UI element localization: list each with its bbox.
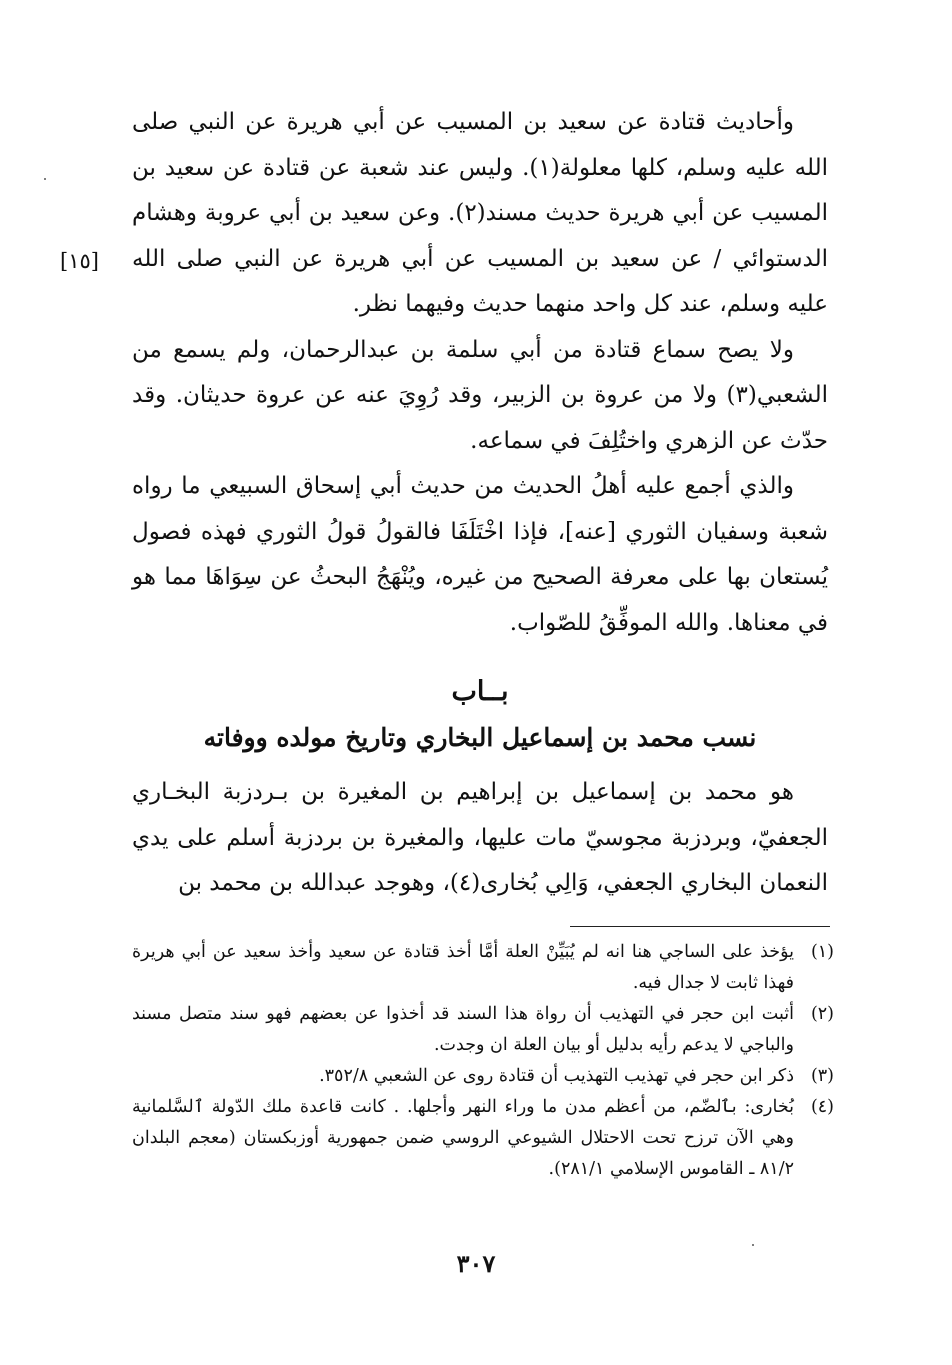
footnote-separator (570, 926, 830, 927)
main-text-block (132, 100, 828, 646)
paragraph-abu-ishaq: والذي أجمع عليه أهلُ الحديث من حديث أبي إسحاق السبيعي ما رواه شعبة وسفيان الثوري [عنه]، فإذا اخْتَلَفَا فالقولُ قولُ الثوري فهذه فصول يُستعان بها على معرفة الصحيح من غيره، ويُنْهَجُ البحثُ عن سِوَاهَا مما هو في معناها. والله الموفِّقُ للصّواب. (132, 473, 828, 636)
chapter-title: نسب محمد بن إسماعيل البخاري وتاريخ مولده ووفاته (203, 723, 757, 752)
footnote-text: أثبت ابن حجر في التهذيب أن رواة هذا السند قد أخذوا عن بعضهم فهو سند متصل مسند والباجي لا يدعم رأيه بدليل أو بيان العلة ان وجدت. (132, 1004, 794, 1055)
footnote-number: (٤) (810, 1097, 834, 1117)
footnote-4 (132, 1092, 834, 1185)
footnote-2 (132, 999, 834, 1061)
scan-speck (44, 178, 46, 180)
page-number: ٣٠٧ (456, 1249, 496, 1278)
scan-speck (752, 1244, 754, 1246)
footnote-3 (132, 1061, 834, 1092)
chapter-label: بــاب (451, 676, 509, 707)
chapter-text-block (132, 770, 828, 907)
paragraph-bukhari-lineage: هو محمد بن إسماعيل بن إبراهيم بن المغيرة بن بـردزبة البخـاري الجعفيّ، وبردزبة مجوسيّ مات عليها، والمغيرة بن بردزبة أسلم على يدي النعمان البخاري الجعفي، وَالِي بُخارى(٤)، وهوجد عبدالله بن محمد بن (132, 779, 828, 896)
footnote-1 (132, 937, 834, 999)
footnote-text: يؤخذ على الساجي هنا انه لم يُبَيِّنْ العلة أمَّا أخذ قتادة عن سعيد وأخذ سعيد عن أبي هريرة فهذا ثابت لا جدال فيه. (132, 942, 794, 993)
footnote-number: (٢) (810, 1004, 834, 1024)
paragraph-qatada-hadith: وأحاديث قتادة عن سعيد بن المسيب عن أبي هريرة عن النبي صلى الله عليه وسلم، كلها معلولة(١). وليس عند شعبة عن قتادة عن سعيد بن المسيب عن أبي هريرة حديث مسند(٢). وعن سعيد بن أبي عروبة وهشام الدستوائي / عن سعيد بن المسيب عن أبي هريرة عن النبي صلى الله عليه وسلم، عند كل واحد منهما حديث وفيهما نظر. (132, 109, 828, 317)
footnote-number: (٣) (810, 1066, 834, 1086)
footnote-text: ذكر ابن حجر في تهذيب التهذيب أن قتادة روى عن الشعبي ٣٥٢/٨. (319, 1066, 794, 1086)
footnote-number: (١) (810, 942, 834, 962)
footnotes (132, 937, 834, 1185)
footnote-text: بُخارى: بٱلضّم، من أعظم مدن ما وراء النهر وأجلها. . كانت قاعدة ملك الدّولة ٱلسَّلمانية وهي الآن ترزح تحت الاحتلال الشيوعي الروسي ضمن جمهورية أوزبكستان (معجم البلدان ٨١/٢ ـ القاموس الإسلامي ٢٨١/١). (132, 1097, 794, 1179)
manuscript-folio-reference: [١٥] (60, 249, 99, 273)
paragraph-qatada-hearing: ولا يصح سماع قتادة من أبي سلمة بن عبدالرحمان، ولم يسمع من الشعبي(٣) ولا من عروة بن الزبير، وقد رُوِيَ عنه عن عروة حديثان. وقد حدّث عن الزهري واختُلِفَ في سماعه. (132, 336, 828, 454)
